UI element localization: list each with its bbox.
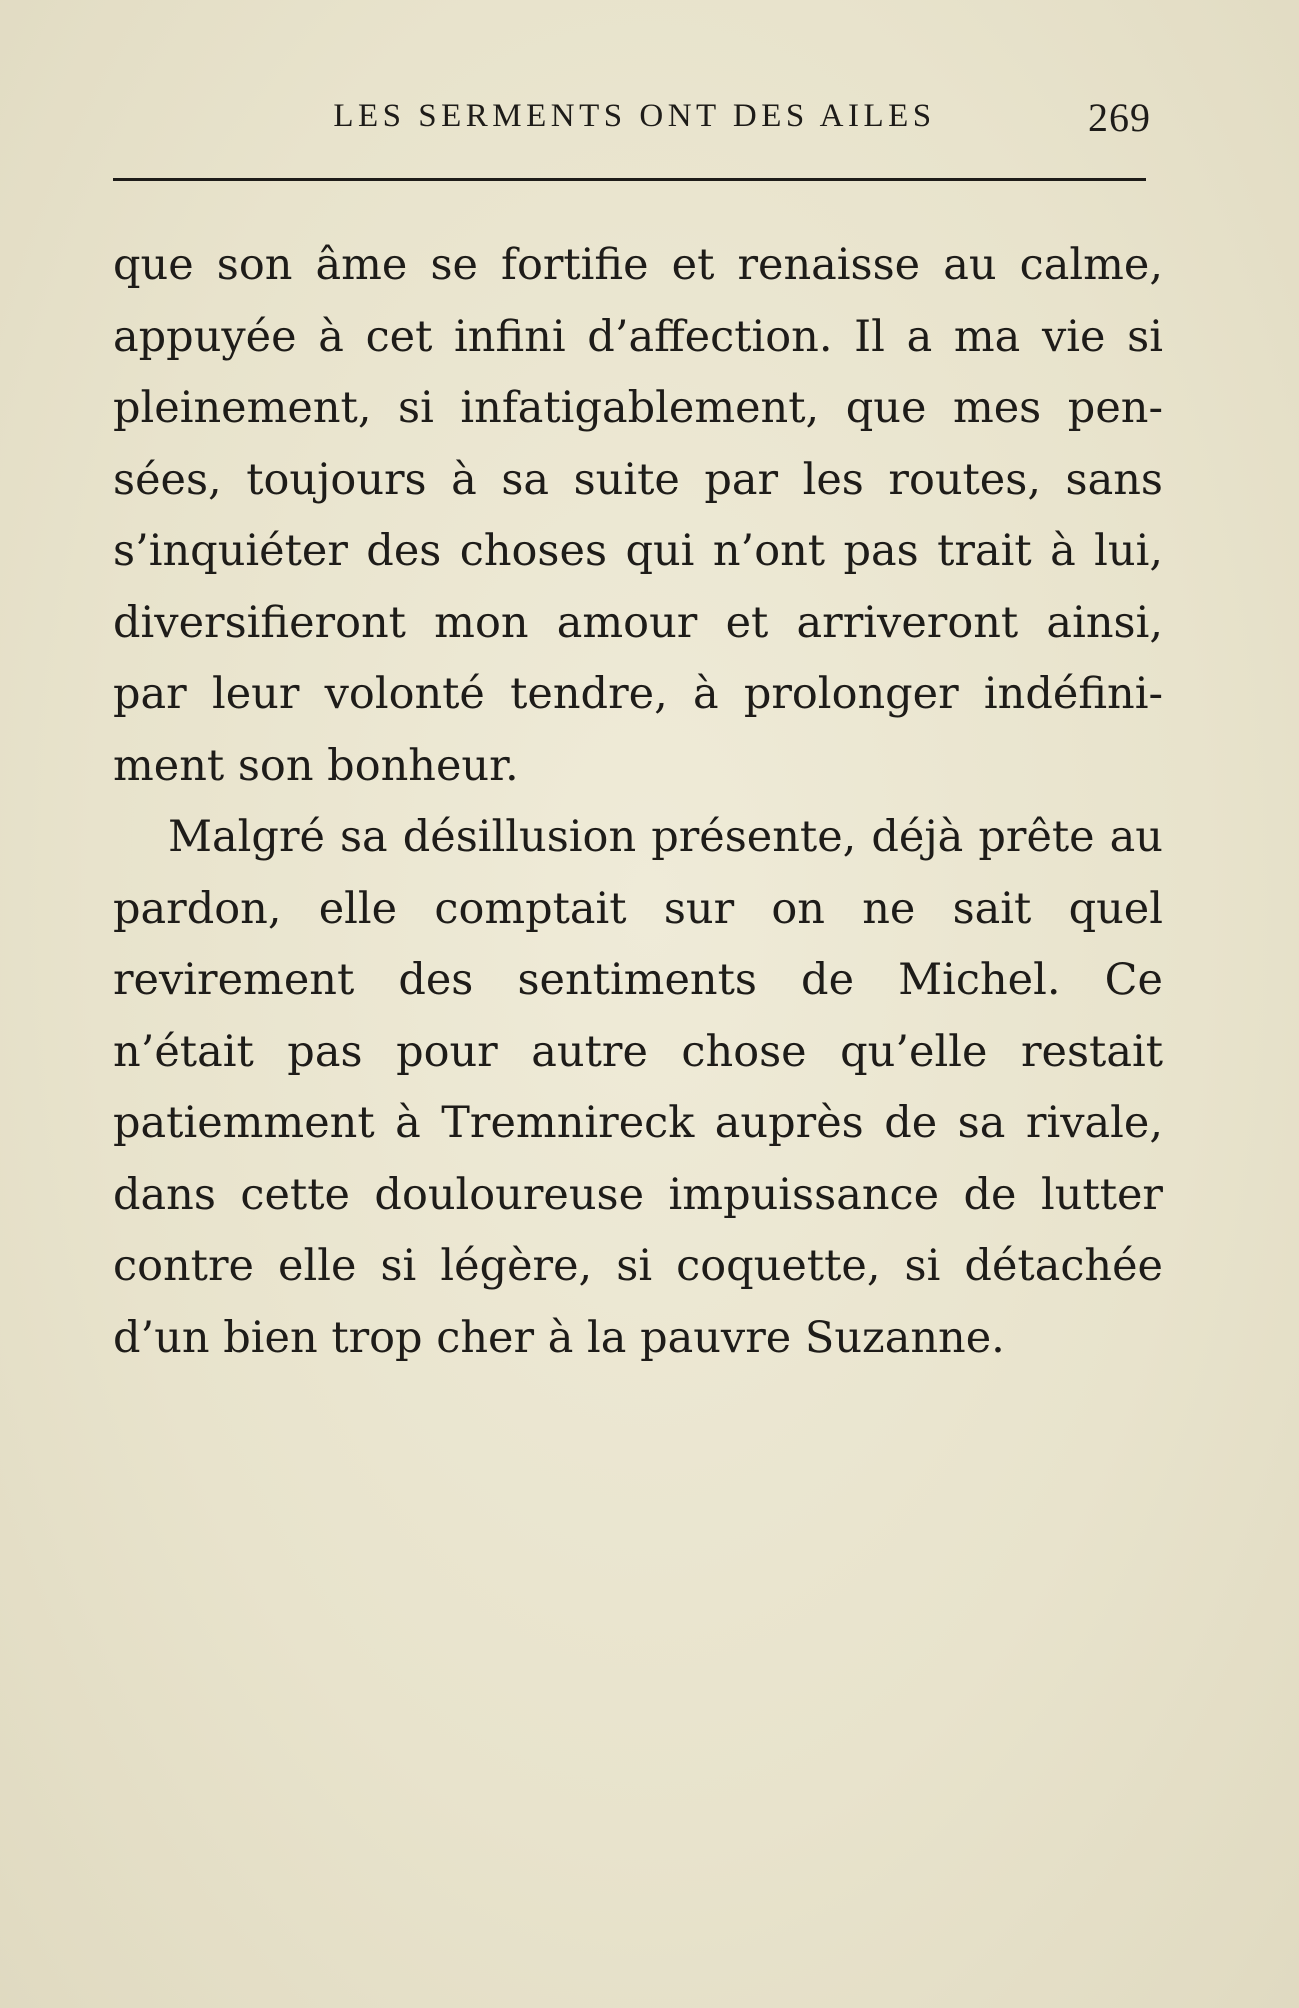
text-line: s’inquiéter des choses qui n’ont pas trait à lui,: [113, 526, 1163, 576]
text-line: revirement des sentiments de Michel. Ce: [113, 955, 1163, 1005]
text-line: n’était pas pour autre chose qu’elle restait: [113, 1026, 1163, 1077]
paragraph-1: [113, 230, 1163, 802]
text-line: Malgré sa désillusion présente, déjà prête au: [168, 812, 1163, 862]
header-rule: [113, 178, 1146, 181]
paragraph-2: [113, 802, 1163, 1374]
text-line: que son âme se fortifie et renaisse au calme,: [113, 240, 1163, 290]
text-line: pleinement, si infatigablement, que mes pen-: [113, 383, 1163, 433]
text-line: patiemment à Tremnireck auprès de sa rivale,: [113, 1098, 1163, 1148]
text-line: d’un bien trop cher à la pauvre Suzanne.: [113, 1312, 1005, 1363]
body-text: [113, 230, 1163, 1374]
text-line: diversifieront mon amour et arriveront ainsi,: [113, 597, 1163, 648]
text-line: contre elle si légère, si coquette, si détachée: [113, 1241, 1163, 1291]
page-number: 269: [1088, 95, 1151, 140]
text-line: par leur volonté tendre, à prolonger indéfini-: [113, 669, 1163, 719]
running-title: LES SERMENTS ONT DES AILES: [333, 98, 936, 134]
text-line: dans cette douloureuse impuissance de lutter: [113, 1169, 1163, 1220]
text-line: pardon, elle comptait sur on ne sait quel: [113, 883, 1163, 934]
text-line: ment son bonheur.: [113, 740, 519, 791]
text-line: sées, toujours à sa suite par les routes, sans: [113, 454, 1163, 505]
running-header: [118, 92, 1151, 142]
text-line: appuyée à cet infini d’affection. Il a ma vie si: [113, 311, 1163, 362]
